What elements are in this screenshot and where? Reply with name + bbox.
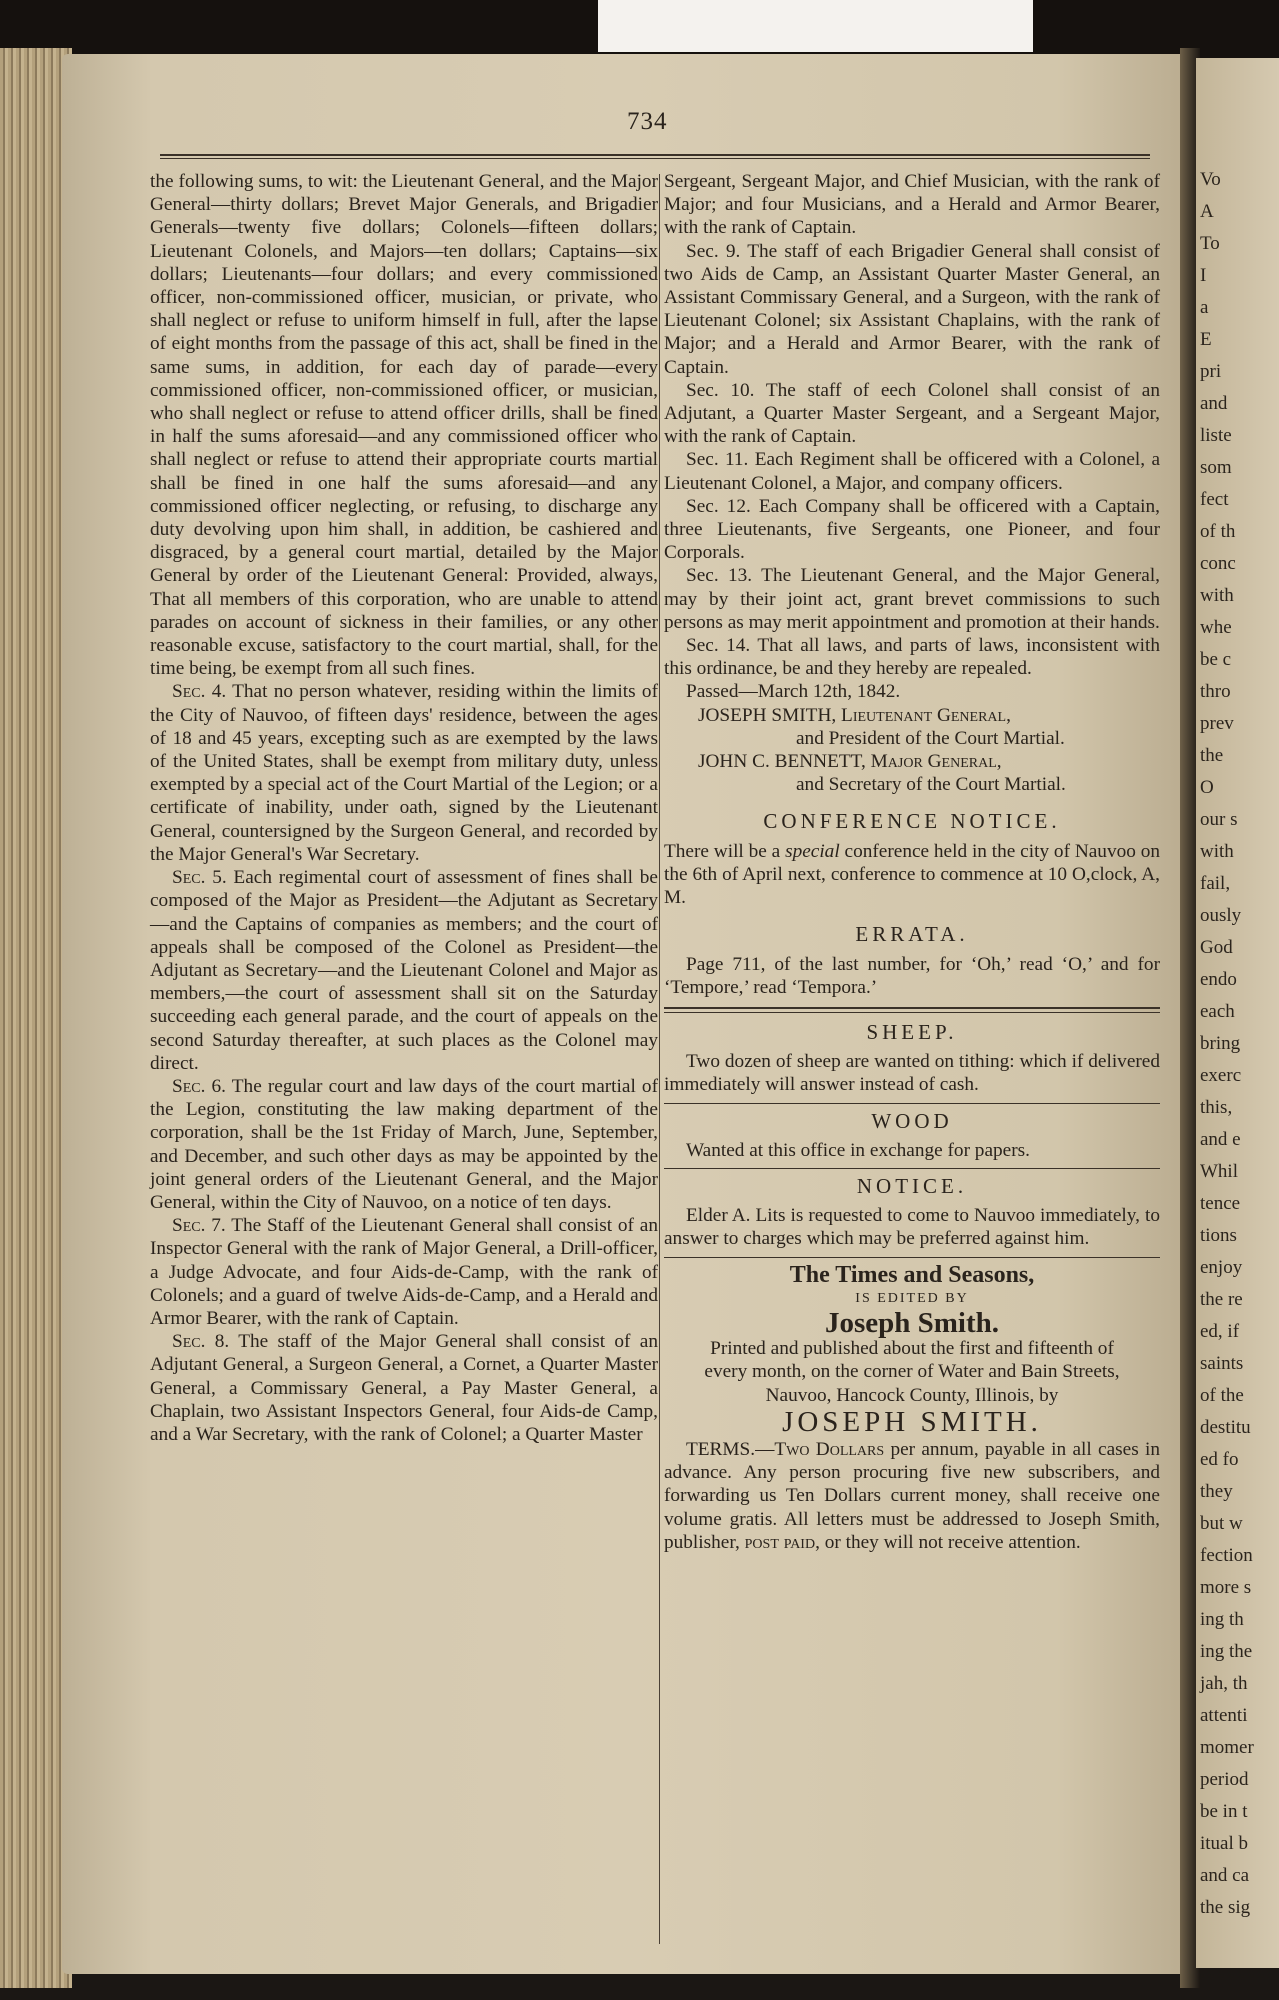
adjacent-page-text: whe <box>1200 617 1232 638</box>
adjacent-page-text: God <box>1200 937 1233 958</box>
section-paragraph <box>150 1214 658 1330</box>
section-text: That no person whatever, residing within the limits of the City of Nauvoo, of fifteen days' residence, between the ages of 18 and 45 years, excepting such as are exempted by the laws of the United States, shall be exempt from military duty, unless exempted by a special act of the Court Martial of the Legion; or a certificate of inability, under oath, signed by the Lieutenant General, countersigned by the Surgeon General, and recorded by the Major General's War Secretary. <box>150 681 658 865</box>
adjacent-page-text: this, <box>1200 1097 1233 1118</box>
adjacent-page-text: E <box>1200 329 1212 350</box>
section-text: Each Company shall be officered with a Captain, three Lieutenants, five Sergeants, one Pioneer, and four Corporals. <box>664 495 1160 564</box>
adjacent-page-text: tions <box>1200 1225 1237 1246</box>
adjacent-page-text: of th <box>1200 521 1236 542</box>
adjacent-page-text: fection <box>1200 1545 1253 1566</box>
section-text: Each regimental court of assessment of fines shall be composed of the Major as President—the Adjutant as Secretary—and the Captains of companies as members; and the court of appeals shall be composed of the Colonel as President—the Adjutant as Secretary—and the Lieutenant Colonel and Major as members,—the court of assessment shall sit on the Saturday succeeding each general parade, and the court of appeals on the second Saturday thereafter, at such places as the Colonel may direct. <box>150 867 658 1074</box>
adjacent-page-text: ing th <box>1200 1609 1244 1630</box>
wood-text: Wanted at this office in exchange for papers. <box>686 1139 1030 1161</box>
section-paragraph <box>664 495 1160 565</box>
adjacent-page-text: but w <box>1200 1513 1243 1534</box>
errata-heading: ERRATA. <box>855 922 969 947</box>
section-text: The staff of the Major General shall consist of an Adjutant General, a Surgeon General, a Cornet, a Quarter Master General, a Commissary General, a Pay Master General, a Chaplain, two Assistant Inspectors General, four Aids-de Camp, and a War Secretary, with the rank of Colonel; a Quarter Master <box>150 1331 658 1445</box>
adjacent-page-text: thro <box>1200 681 1231 702</box>
section-label: Sec. 11. <box>686 449 749 471</box>
section-paragraph <box>664 240 1160 379</box>
section-label: Sec. 13. <box>686 565 753 587</box>
errata-text: Page 711, of the last number, for ‘Oh,’ read ‘O,’ and for ‘Tempore,’ read ‘Tempora.’ <box>664 953 1160 998</box>
adjacent-page-text: and e <box>1200 1129 1241 1150</box>
wood-heading: WOOD <box>871 1108 953 1133</box>
sheep-heading: SHEEP. <box>866 1019 958 1044</box>
adjacent-page-text: the re <box>1200 1289 1243 1310</box>
adjacent-page-text: our s <box>1200 809 1238 830</box>
section-paragraph <box>150 680 658 866</box>
adjacent-page-text: saints <box>1200 1353 1244 1374</box>
conference-emphasis: special <box>785 840 840 862</box>
section-text: The regular court and law days of the court martial of the Legion, constituting the law making department of the corporation, shall be the 1st Friday of March, June, September, and December, and such other days as may be appointed by the joint general orders of the Lieutenant General, and the Major General, within the City of Nauvoo, on a notice of ten days. <box>150 1075 658 1213</box>
left-column <box>150 170 658 1446</box>
adjacent-page-text: ing the <box>1200 1641 1253 1662</box>
adjacent-page-text: and ca <box>1200 1865 1250 1886</box>
signature-name-line <box>664 704 1160 727</box>
section-paragraph <box>664 379 1160 449</box>
section-paragraph <box>150 866 658 1075</box>
notice-heading: NOTICE. <box>856 1173 968 1198</box>
adjacent-page-text: they <box>1200 1481 1233 1502</box>
adjacent-page-text: ed fo <box>1200 1449 1239 1470</box>
adjacent-page-text: A <box>1200 201 1214 222</box>
adjacent-page-text: attenti <box>1200 1705 1248 1726</box>
section-label: Sec. 4. <box>172 681 227 703</box>
signature-name: JOHN C. BENNETT, <box>698 751 866 773</box>
adjacent-page-text: the <box>1200 745 1224 766</box>
section-text: The staff of each Brigadier General shall consist of two Aids de Camp, an Assistant Quarter Master General, an Assistant Commissary General, and a Surgeon, with the rank of Lieutenant Colonel; six Assistant Chaplains, with the rank of Major; and a Herald and Armor Bearer, with the rank of Captain. <box>664 240 1160 378</box>
section-label: Sec. 7. <box>172 1215 226 1237</box>
section-label: Sec. 5. <box>172 867 227 889</box>
adjacent-page-fragment <box>1196 58 1279 1968</box>
adjacent-page-text: enjoy <box>1200 1257 1243 1278</box>
adjacent-page-text: itual b <box>1200 1833 1249 1854</box>
adjacent-page-text: bring <box>1200 1033 1241 1054</box>
terms-text: TERMS.—Two Dollars per annum, payable in all cases in advance. Any person procuring five new subscribers, and forwarding us Ten Dollars current money, shall receive one volume gratis. All letters must be addressed to Joseph Smith, publisher, post paid, or they will not receive attention. <box>664 1438 1160 1553</box>
masthead-editor: Joseph Smith. <box>824 1306 1000 1339</box>
section-rule <box>664 1168 1160 1169</box>
adjacent-page-text: tence <box>1200 1193 1241 1214</box>
section-rule <box>664 1103 1160 1104</box>
continuation-paragraph: Sergeant, Sergeant Major, and Chief Musician, with the rank of Major; and four Musicians, and a Herald and Armor Bearer, with the rank of Captain. <box>664 171 1160 239</box>
section-paragraph <box>664 634 1160 680</box>
adjacent-page-text: with <box>1200 585 1234 606</box>
adjacent-page-text: more s <box>1200 1577 1252 1598</box>
section-label: Sec. 6. <box>172 1075 227 1097</box>
section-text: That all laws, and parts of laws, inconsistent with this ordinance, be and they hereby are repealed. <box>664 635 1160 680</box>
adjacent-page-text: each <box>1200 1001 1235 1022</box>
section-paragraph <box>664 448 1160 494</box>
signature-role: and Secretary of the Court Martial. <box>796 774 1066 796</box>
masthead-title: The Times and Seasons, <box>789 1261 1035 1288</box>
masthead-publisher: JOSEPH SMITH. <box>782 1405 1042 1438</box>
section-text: The Staff of the Lieutenant General shall consist of an Inspector General with the rank of Major General, a Drill-officer, a Judge Advocate, and four Aids-de-Camp, with the rank of Colonels; and a guard of twelve Aids-de-Camp, and a Herald and Armor Bearer, with the rank of Captain. <box>150 1215 658 1329</box>
section-text: Each Regiment shall be officered with a Colonel, a Lieutenant Colonel, a Major, and company officers. <box>664 449 1160 494</box>
section-rule <box>664 1257 1160 1258</box>
adjacent-page-text: pri <box>1200 361 1222 382</box>
section-paragraph <box>150 1330 658 1446</box>
section-paragraph <box>664 564 1160 634</box>
passed-date: Passed—March 12th, 1842. <box>686 681 901 703</box>
section-label: Sec. 14. <box>686 635 751 657</box>
adjacent-page-text: Whil <box>1200 1161 1238 1182</box>
page-number: 734 <box>627 108 668 135</box>
adjacent-page-text: destitu <box>1200 1417 1251 1438</box>
adjacent-page-text: ously <box>1200 905 1242 926</box>
notice-text: Elder A. Lits is requested to come to Nauvoo immediately, to answer to charges which may be preferred against him. <box>664 1205 1160 1250</box>
adjacent-page-text: fect <box>1200 489 1229 510</box>
section-label: Sec. 9. <box>686 240 741 262</box>
adjacent-page-text: Vo <box>1200 169 1221 190</box>
signature-name-line <box>664 750 1160 773</box>
signature-name: JOSEPH SMITH, <box>698 704 837 726</box>
masthead-edited-by: IS EDITED BY <box>855 1290 969 1306</box>
section-label: Sec. 10. <box>686 379 755 401</box>
adjacent-page-text: endo <box>1200 969 1237 990</box>
section-paragraph <box>150 1075 658 1214</box>
right-column <box>664 170 1160 1554</box>
adjacent-page-text: prev <box>1200 713 1234 734</box>
adjacent-page-text: exerc <box>1200 1065 1242 1086</box>
adjacent-page-text: ed, if <box>1200 1321 1240 1342</box>
signature-title: Lieutenant General, <box>841 704 1011 726</box>
right-sections <box>664 240 1160 681</box>
continuation-paragraph <box>150 170 658 680</box>
adjacent-page-text: momer <box>1200 1737 1254 1758</box>
adjacent-page-text: of the <box>1200 1385 1244 1406</box>
section-text: The Lieutenant General, and the Major General, may by their joint act, grant brevet commissions to such persons as may merit appointment and promotion at their hands. <box>664 565 1160 633</box>
conference-text: There will be a special conference held in the city of Nauvoo on the 6th of April next, conference to commence at 10 O,clock, A, M. <box>664 840 1160 909</box>
masthead-printed: Printed and published about the first and fifteenth of every month, on the corner of Water and Bain Streets, Nauvoo, Hancock County, Illinois, by <box>704 1338 1120 1406</box>
adjacent-page-text: be in t <box>1200 1801 1248 1822</box>
adjacent-page-text: fail, <box>1200 873 1231 894</box>
adjacent-page-text: I <box>1200 265 1207 286</box>
adjacent-page-text: liste <box>1200 425 1232 446</box>
adjacent-page-text: jah, th <box>1200 1673 1248 1694</box>
adjacent-page-text: conc <box>1200 553 1236 574</box>
adjacent-page-text: period <box>1200 1769 1249 1790</box>
signatures <box>664 704 1160 797</box>
adjacent-page-text: be c <box>1200 649 1232 670</box>
header-rule <box>160 154 1150 159</box>
signature-title: Major General, <box>870 751 1002 773</box>
adjacent-page-text: and <box>1200 393 1228 414</box>
adjacent-page-text: a <box>1200 297 1209 318</box>
adjacent-page-text: som <box>1200 457 1232 478</box>
section-text: The staff of eech Colonel shall consist of an Adjutant, a Quarter Master Sergeant, and a Sergeant Major, with the rank of Captain. <box>664 379 1160 448</box>
signature-role: and President of the Court Martial. <box>796 727 1065 749</box>
column-divider <box>659 174 660 1944</box>
sheep-text: Two dozen of sheep are wanted on tithing: which if delivered immediately will answer instead of cash. <box>664 1051 1160 1096</box>
adjacent-page-text: O <box>1200 777 1214 798</box>
adjacent-page-text: To <box>1200 233 1220 254</box>
section-label: Sec. 12. <box>686 495 751 517</box>
section-text: the following sums, to wit: the Lieutenant General, and the Major General—thirty dollars; Brevet Major Generals, and Brigadier Generals—twenty five dollars; Colonels—fifteen dollars; Lieutenant Colonels, and Majors—ten dollars; Captains—six dollars; Lieutenants—four dollars; and every commissioned officer, non-commissioned officer, musician, or private, who shall neglect or refuse to uniform himself in full, after the lapse of eight months from the passage of this act, shall be fined in the same sums, in addition, for each day of parade—every commissioned officer, non-commissioned officer, or musician, who shall neglect or refuse to attend officer drills, shall be fined in half the sums aforesaid—and any commissioned officer who shall neglect or refuse to attend their appropriate courts martial shall be fined in one half the sums aforesaid—and any commissioned officer neglecting, or refusing, to discharge any duty devolving upon him shall, in addition, be cashiered and disgraced, by a general court martial, detailed by the Major General by order of the Lieutenant General: Provided, always, That all members of this corporation, who are unable to attend parades on account of sickness in their families, or any other reasonable excuse, satisfactory to the court martial, shall, for the time being, be exempt from all such fines. <box>150 171 658 680</box>
section-label: Sec. 8. <box>172 1331 230 1353</box>
top-white-paper-edge <box>598 0 1033 52</box>
conference-heading: CONFERENCE NOTICE. <box>763 809 1061 834</box>
adjacent-page-text: the sig <box>1200 1897 1251 1918</box>
adjacent-page-text: with <box>1200 841 1234 862</box>
section-rule-double <box>664 1007 1160 1013</box>
